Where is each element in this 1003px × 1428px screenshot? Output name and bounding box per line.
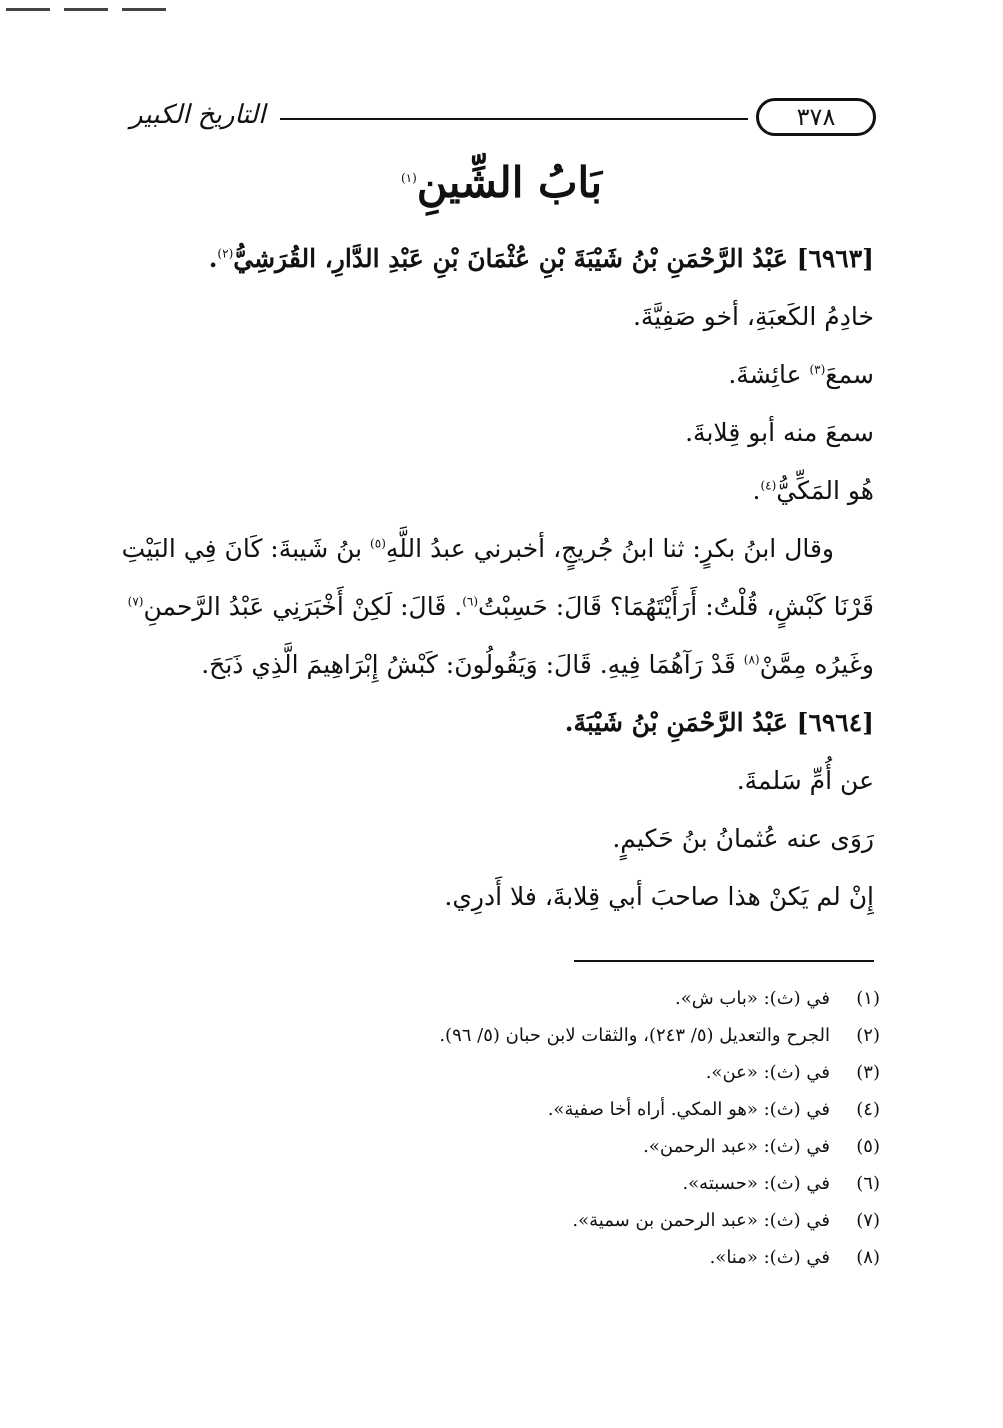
line-text: سمعَ منه أبو قِلابةَ. <box>685 418 874 447</box>
footnote-text: في (ث): «عبد الرحمن بن سمية». <box>572 1210 830 1231</box>
footnote-item <box>300 1128 880 1165</box>
top-edge-dashes <box>6 8 176 11</box>
footnote-text: في (ث): «عن». <box>705 1062 830 1083</box>
line-text-end: . <box>208 244 218 273</box>
chapter-title <box>0 158 1003 207</box>
footnote-number: (٣) <box>856 1062 880 1083</box>
text-line <box>120 752 874 810</box>
main-text <box>120 230 874 926</box>
line-text: وغَيرُه مِمَّنْ <box>759 650 874 679</box>
line-text: [٦٩٦٣] عَبْدُ الرَّحْمَنِ بْنُ شَيْبَةَ بْنِ عُثْمَانَ بْنِ عَبْدِ الدَّارِ، القُرَشِيُّ <box>233 244 874 273</box>
text-line <box>120 636 874 694</box>
text-line <box>120 288 874 346</box>
footnote-ref: (٣) <box>809 362 826 377</box>
footnote-number: (٨) <box>856 1247 880 1268</box>
footnote-item <box>300 980 880 1017</box>
chapter-title-text: بَابُ الشِّينِ <box>416 158 603 207</box>
page-number: ٣٧٨ <box>756 98 876 136</box>
footnote-number: (٤) <box>856 1099 880 1120</box>
footnote-number: (٦) <box>856 1173 880 1194</box>
line-text: رَوَى عنه عُثمانُ بنُ حَكيمٍ. <box>612 824 874 853</box>
footnote-item <box>300 1165 880 1202</box>
footnote-ref: (٤) <box>760 478 777 493</box>
header-rule <box>280 118 748 120</box>
footnote-ref: (٦) <box>462 594 479 609</box>
entry-heading <box>120 230 874 288</box>
line-text: عن أُمِّ سَلمةَ. <box>736 766 874 795</box>
line-text-end: بنُ شَيبةَ: كَانَ فِي البَيْتِ <box>121 534 371 563</box>
line-text: خادِمُ الكَعبَةِ، أخو صَفِيَّةَ. <box>632 302 874 331</box>
footnote-ref: (٥) <box>370 536 386 551</box>
footnotes <box>300 980 880 1276</box>
footnote-text: في (ث): «منا». <box>709 1247 830 1268</box>
line-text: إِنْ لم يَكنْ هذا صاحبَ أبي قِلابةَ، فلا أَدرِي. <box>444 882 874 911</box>
line-text: سمعَ <box>825 360 874 389</box>
line-text: هُو المَكِّيُّ <box>776 476 874 505</box>
line-text-end: . <box>752 476 761 505</box>
footnote-ref: (٨) <box>743 652 760 667</box>
footnote-item <box>300 1239 880 1276</box>
entry-heading <box>120 694 874 752</box>
text-line <box>120 462 874 520</box>
footnote-text: في (ث): «هو المكي. أراه أخا صفية». <box>547 1099 830 1120</box>
page-header <box>130 96 876 142</box>
footnote-text: في (ث): «باب ش». <box>675 988 830 1009</box>
line-text: [٦٩٦٤] عَبْدُ الرَّحْمَنِ بْنُ شَيْبَةَ. <box>564 708 874 737</box>
line-text: قَرْنَا كَبْشٍ، قُلْتُ: أَرَأَيْتَهُمَا؟ قَالَ: حَسِبْتُ <box>478 592 874 621</box>
footnote-item <box>300 1202 880 1239</box>
footnote-text: في (ث): «عبد الرحمن». <box>643 1136 830 1157</box>
footnote-ref: (١) <box>400 171 417 185</box>
footnote-separator <box>574 960 874 962</box>
line-text-end: . قَالَ: لَكِنْ أَخْبَرَنِي عَبْدُ الرَّحمنِ <box>143 592 463 621</box>
footnote-text: في (ث): «حسبته». <box>682 1173 830 1194</box>
footnote-number: (٧) <box>856 1210 880 1231</box>
text-line <box>120 404 874 462</box>
text-line <box>120 868 874 926</box>
footnote-item <box>300 1091 880 1128</box>
footnote-text: الجرح والتعديل (٥/ ٢٤٣)، والثقات لابن حبان (٥/ ٩٦). <box>439 1025 830 1046</box>
footnote-ref: (٧) <box>127 594 144 609</box>
footnote-number: (١) <box>856 988 880 1009</box>
footnote-item <box>300 1054 880 1091</box>
line-text-end: عائِشةَ. <box>728 360 810 389</box>
book-title: التاريخ الكبير <box>130 100 266 130</box>
text-line <box>120 578 874 636</box>
footnote-item <box>300 1017 880 1054</box>
footnote-number: (٥) <box>856 1136 880 1157</box>
text-line <box>120 520 874 578</box>
line-text-end: قَدْ رَآهُمَا فِيهِ. قَالَ: وَيَقُولُونَ: كَبْشُ إِبْرَاهِيمَ الَّذِي ذَبَحَ. <box>201 650 744 679</box>
footnote-number: (٢) <box>856 1025 880 1046</box>
text-line <box>120 810 874 868</box>
text-line <box>120 346 874 404</box>
footnote-ref: (٢) <box>217 246 234 261</box>
line-text: وقال ابنُ بكرٍ: ثنا ابنُ جُريجٍ، أخبرني عبدُ اللَّهِ <box>385 534 834 563</box>
